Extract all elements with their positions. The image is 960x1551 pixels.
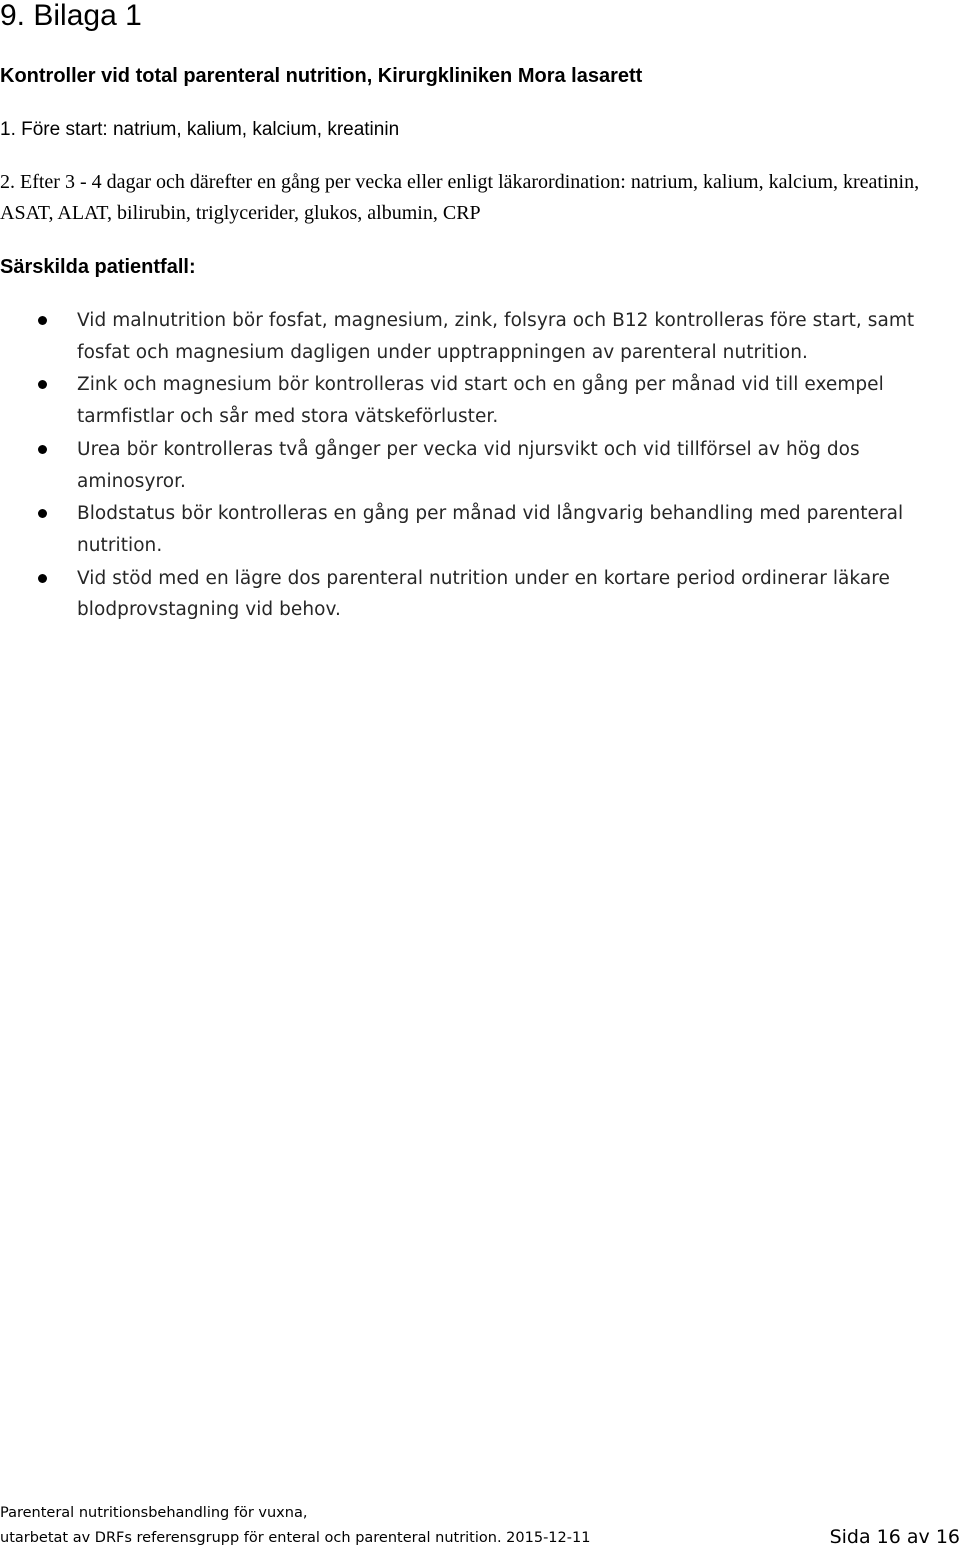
list-item-text: Urea bör kontrolleras två gånger per vecka vid njursvikt och vid tillförsel av hög dos aminosyror.	[77, 438, 860, 492]
list-item	[0, 434, 960, 497]
list-item	[0, 369, 960, 432]
bullet-icon	[38, 574, 47, 583]
list-item-text: Vid stöd med en lägre dos parenteral nutrition under en kortare period ordinerar läkare blodprovstagning vid behov.	[77, 567, 890, 621]
list-item	[0, 305, 960, 368]
bullet-icon	[38, 316, 47, 325]
list-item-text: Vid malnutrition bör fosfat, magnesium, zink, folsyra och B12 kontrolleras före start, samt fosfat och magnesium dagligen under upptrappningen av parenteral nutrition.	[77, 310, 915, 363]
check-before-start: 1. Före start: natrium, kalium, kalcium, kreatinin	[0, 119, 400, 140]
list-item	[0, 563, 960, 626]
special-cases-list	[0, 305, 960, 627]
list-item-text: Blodstatus bör kontrolleras en gång per månad vid långvarig behandling med parenteral nutrition.	[77, 503, 904, 556]
list-item-text: Zink och magnesium bör kontrolleras vid start och en gång per månad vid till exempel tarmfistlar och sår med stora vätskeförluster.	[77, 374, 884, 428]
bullet-icon	[38, 509, 47, 518]
footer-credit: utarbetat av DRFs referensgrupp för enteral och parenteral nutrition. 2015-12-11	[0, 1530, 591, 1546]
special-cases-label: Särskilda patientfall:	[0, 256, 196, 278]
page-number: Sida 16 av 16	[829, 1526, 960, 1548]
section-heading: 9. Bilaga 1	[0, 0, 142, 32]
list-item	[0, 498, 960, 561]
check-after-start: 2. Efter 3 - 4 dagar och därefter en gång per vecka eller enligt läkarordination: natrium, kalium, kalcium, kreatinin, ASAT, ALAT, bilirubin, triglycerider, glukos, albumin, CRP	[0, 171, 920, 224]
footer-title: Parenteral nutritionsbehandling för vuxna,	[0, 1505, 308, 1521]
document-subheading: Kontroller vid total parenteral nutrition, Kirurgkliniken Mora lasarett	[0, 65, 643, 87]
bullet-icon	[38, 380, 47, 389]
bullet-icon	[38, 445, 47, 454]
